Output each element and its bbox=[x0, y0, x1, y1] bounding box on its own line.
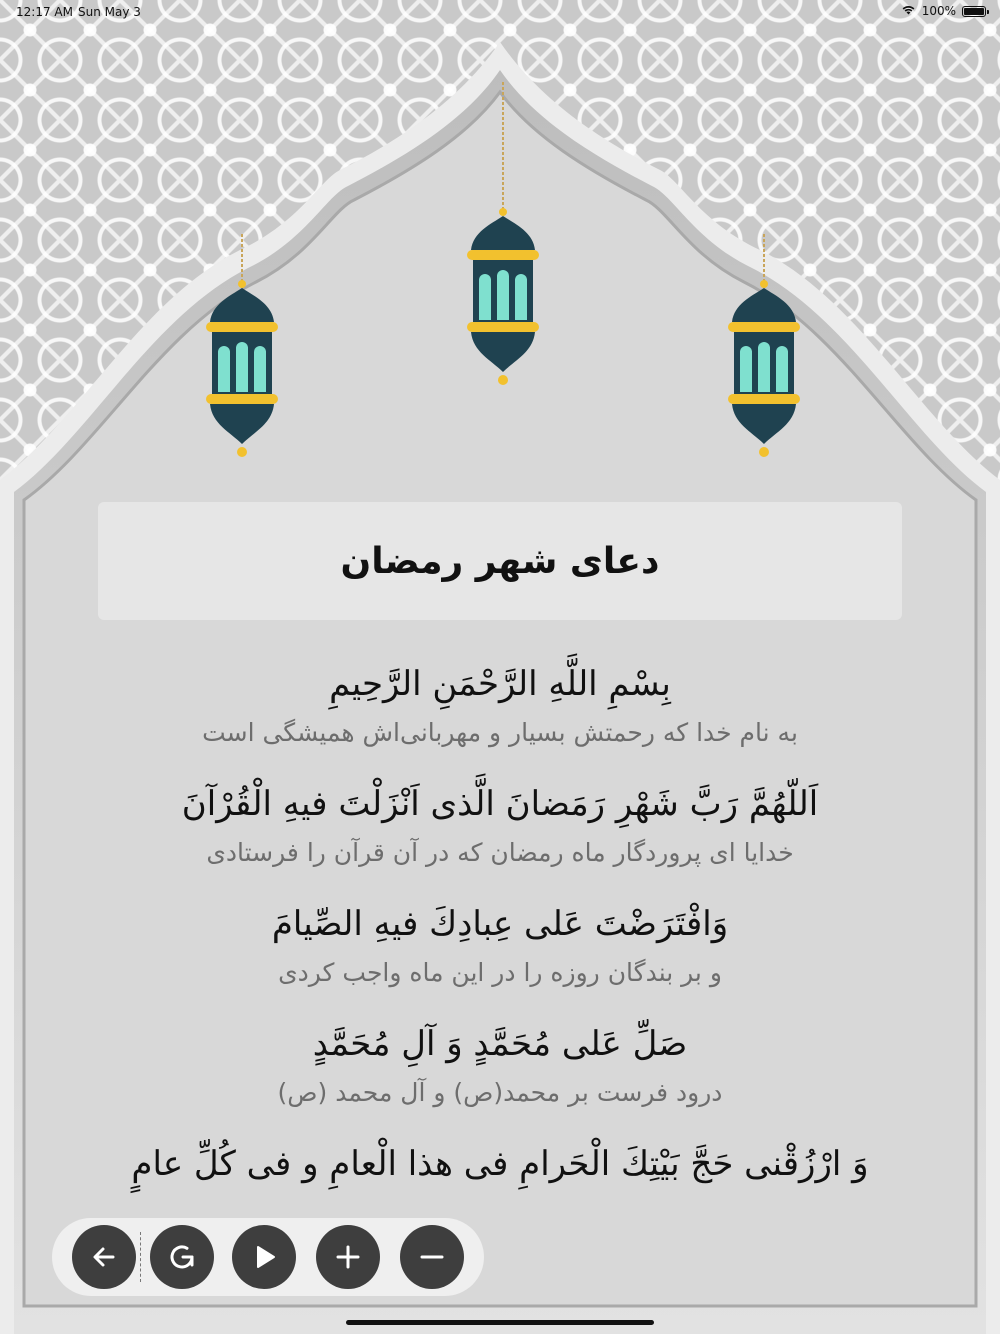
verse-arabic: صَلِّ عَلی مُحَمَّدٍ وَ آلِ مُحَمَّدٍ bbox=[312, 1024, 688, 1064]
refresh-icon bbox=[165, 1240, 199, 1274]
verse-item bbox=[60, 1015, 940, 1113]
lantern-left-icon bbox=[200, 234, 284, 460]
arrow-left-icon bbox=[89, 1242, 119, 1272]
plus-icon bbox=[334, 1243, 362, 1271]
wifi-icon bbox=[901, 4, 916, 18]
status-date: Sun May 3 bbox=[78, 5, 141, 19]
verse-item bbox=[60, 1135, 940, 1193]
title-card bbox=[98, 502, 902, 620]
verse-arabic: بِسْمِ اللَّهِ الرَّحْمَنِ الرَّحِيمِ bbox=[329, 664, 671, 704]
verse-arabic: وَافْتَرَضْتَ عَلی عِبادِكَ فیهِ الصِّیامَ bbox=[271, 904, 729, 944]
playback-controls bbox=[52, 1218, 484, 1296]
divider bbox=[140, 1232, 141, 1282]
lantern-center-icon bbox=[461, 82, 545, 388]
status-indicators bbox=[901, 4, 986, 18]
verse-translation: به نام خدا که رحمتش بسیار و مهربانی‌اش همیشگی است bbox=[202, 718, 798, 747]
play-icon bbox=[249, 1242, 279, 1272]
refresh-button[interactable] bbox=[150, 1225, 214, 1289]
lantern-right-icon bbox=[722, 234, 806, 460]
verse-arabic: اَللّهُمَّ رَبَّ شَهْرِ رَمَضانَ الَّذی اَنْزَلْتَ فیهِ الْقُرْآنَ bbox=[181, 784, 819, 824]
verse-item bbox=[60, 895, 940, 993]
minus-icon bbox=[418, 1243, 446, 1271]
status-time: 12:17 AM bbox=[16, 5, 73, 19]
back-button[interactable] bbox=[72, 1225, 136, 1289]
battery-icon bbox=[962, 6, 986, 17]
verse-translation: و بر بندگان روزه را در این ماه واجب کردی bbox=[278, 958, 722, 987]
verse-item bbox=[60, 775, 940, 873]
verse-item bbox=[60, 655, 940, 753]
page-title: دعای شهر رمضان bbox=[340, 540, 660, 582]
zoom-out-button[interactable] bbox=[400, 1225, 464, 1289]
status-bar bbox=[0, 0, 1000, 24]
prayer-text bbox=[60, 655, 940, 1215]
battery-percent: 100% bbox=[921, 4, 956, 18]
verse-arabic: وَ ارْزُقْنی حَجَّ بَیْتِكَ الْحَرامِ فی هذا الْعامِ و فی كُلِّ عامٍ bbox=[131, 1144, 869, 1184]
verse-translation: درود فرست بر محمد(ص) و آل محمد (ص) bbox=[277, 1078, 723, 1107]
zoom-in-button[interactable] bbox=[316, 1225, 380, 1289]
play-button[interactable] bbox=[232, 1225, 296, 1289]
home-indicator[interactable] bbox=[346, 1320, 654, 1325]
verse-translation: خدایا ای پروردگار ماه رمضان که در آن قرآن را فرستادی bbox=[206, 838, 794, 867]
